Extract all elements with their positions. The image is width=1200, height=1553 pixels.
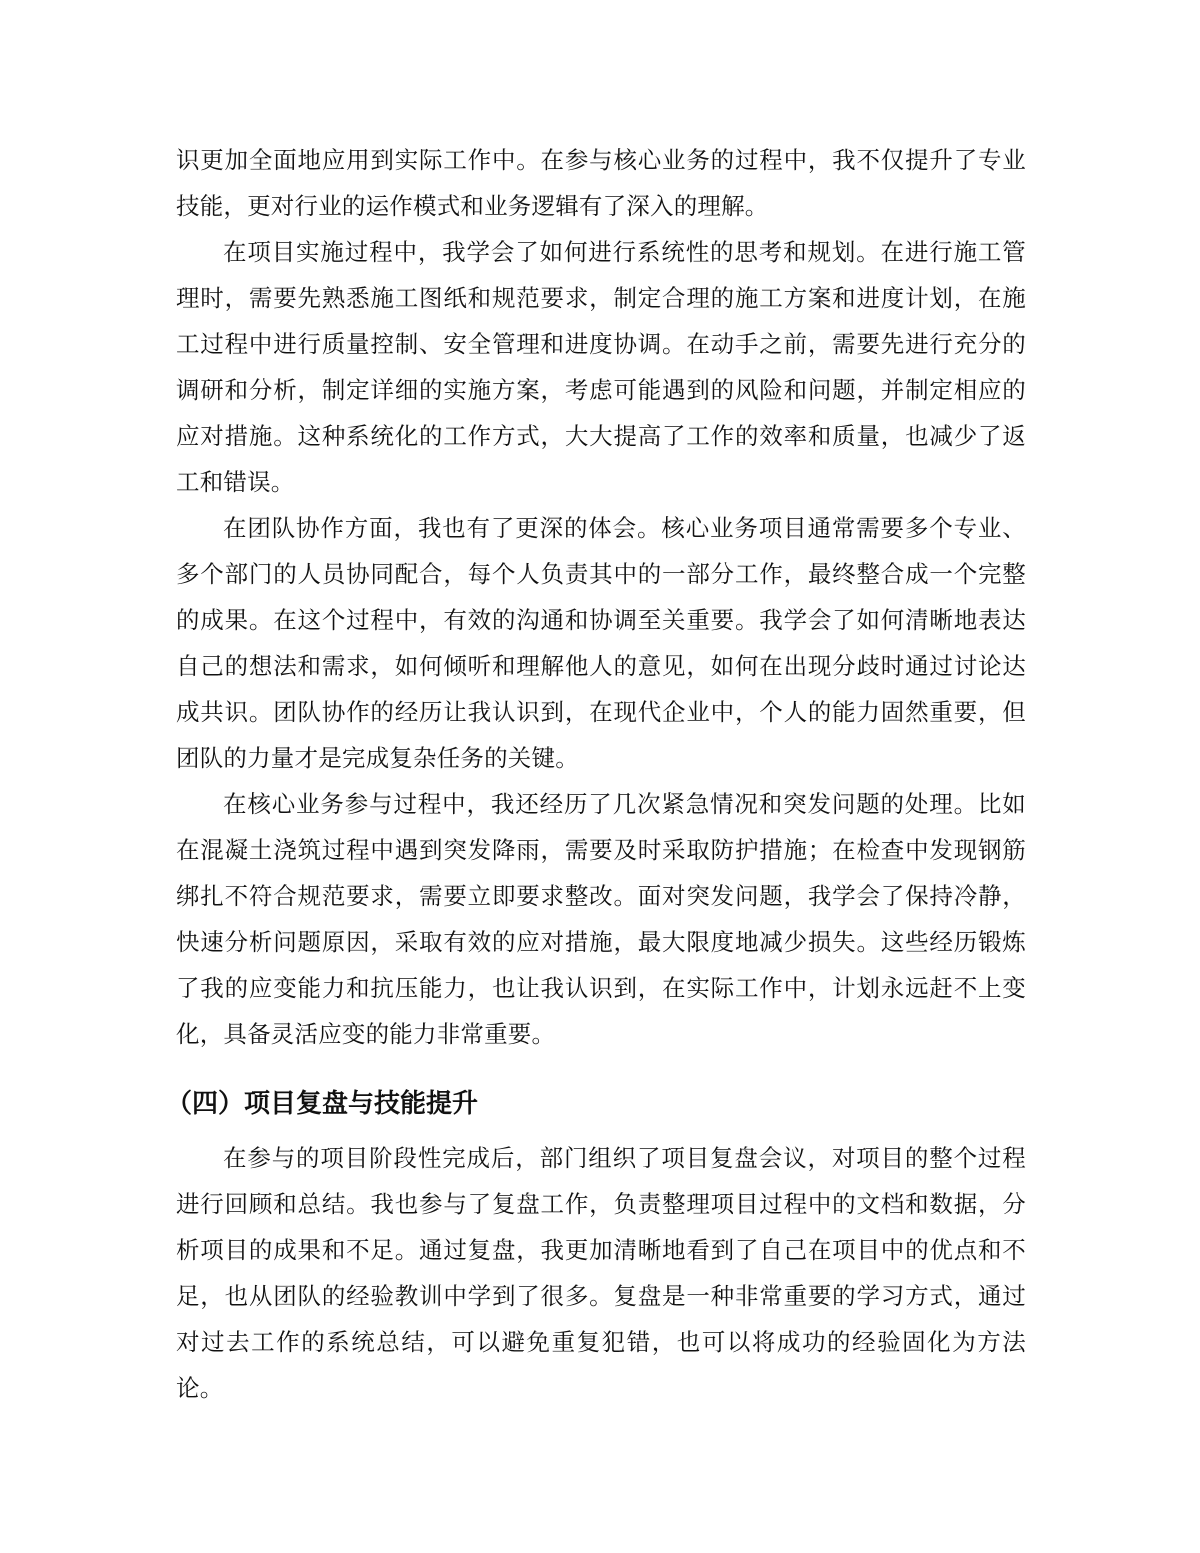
paragraph-continued: 识更加全面地应用到实际工作中。在参与核心业务的过程中，我不仅提升了专业技能，更对行业的运作模式和业务逻辑有了深入的理解。 (176, 146, 1026, 220)
paragraph-project-implementation: 在项目实施过程中，我学会了如何进行系统性的思考和规划。在进行施工管理时，需要先熟悉施工图纸和规范要求，制定合理的施工方案和进度计划，在施工过程中进行质量控制、安全管理和进度协调。在动手之前，需要先进行充分的调研和分析，制定详细的实施方案，考虑可能遇到的风险和问题，并制定相应的应对措施。这种系统化的工作方式，大大提高了工作的效率和质量，也减少了返工和错误。 (176, 238, 1026, 496)
section-heading: （四）项目复盘与技能提升 (166, 1089, 479, 1119)
document-body (166, 137, 1026, 1411)
paragraph-emergency-handling: 在核心业务参与过程中，我还经历了几次紧急情况和突发问题的处理。比如在混凝土浇筑过程中遇到突发降雨，需要及时采取防护措施；在检查中发现钢筋绑扎不符合规范要求，需要立即要求整改。面对突发问题，我学会了保持冷静，快速分析问题原因，采取有效的应对措施，最大限度地减少损失。这些经历锻炼了我的应变能力和抗压能力，也让我认识到，在实际工作中，计划永远赶不上变化，具备灵活应变的能力非常重要。 (176, 790, 1026, 1048)
paragraph-team-collaboration: 在团队协作方面，我也有了更深的体会。核心业务项目通常需要多个专业、多个部门的人员协同配合，每个人负责其中的一部分工作，最终整合成一个完整的成果。在这个过程中，有效的沟通和协调至关重要。我学会了如何清晰地表达自己的想法和需求，如何倾听和理解他人的意见，如何在出现分歧时通过讨论达成共识。团队协作的经历让我认识到，在现代企业中，个人的能力固然重要，但团队的力量才是完成复杂任务的关键。 (176, 514, 1026, 772)
paragraph-project-review: 在参与的项目阶段性完成后，部门组织了项目复盘会议，对项目的整个过程进行回顾和总结。我也参与了复盘工作，负责整理项目过程中的文档和数据，分析项目的成果和不足。通过复盘，我更加清晰地看到了自己在项目中的优点和不足，也从团队的经验教训中学到了很多。复盘是一种非常重要的学习方式，通过对过去工作的系统总结，可以避免重复犯错，也可以将成功的经验固化为方法论。 (176, 1144, 1026, 1402)
